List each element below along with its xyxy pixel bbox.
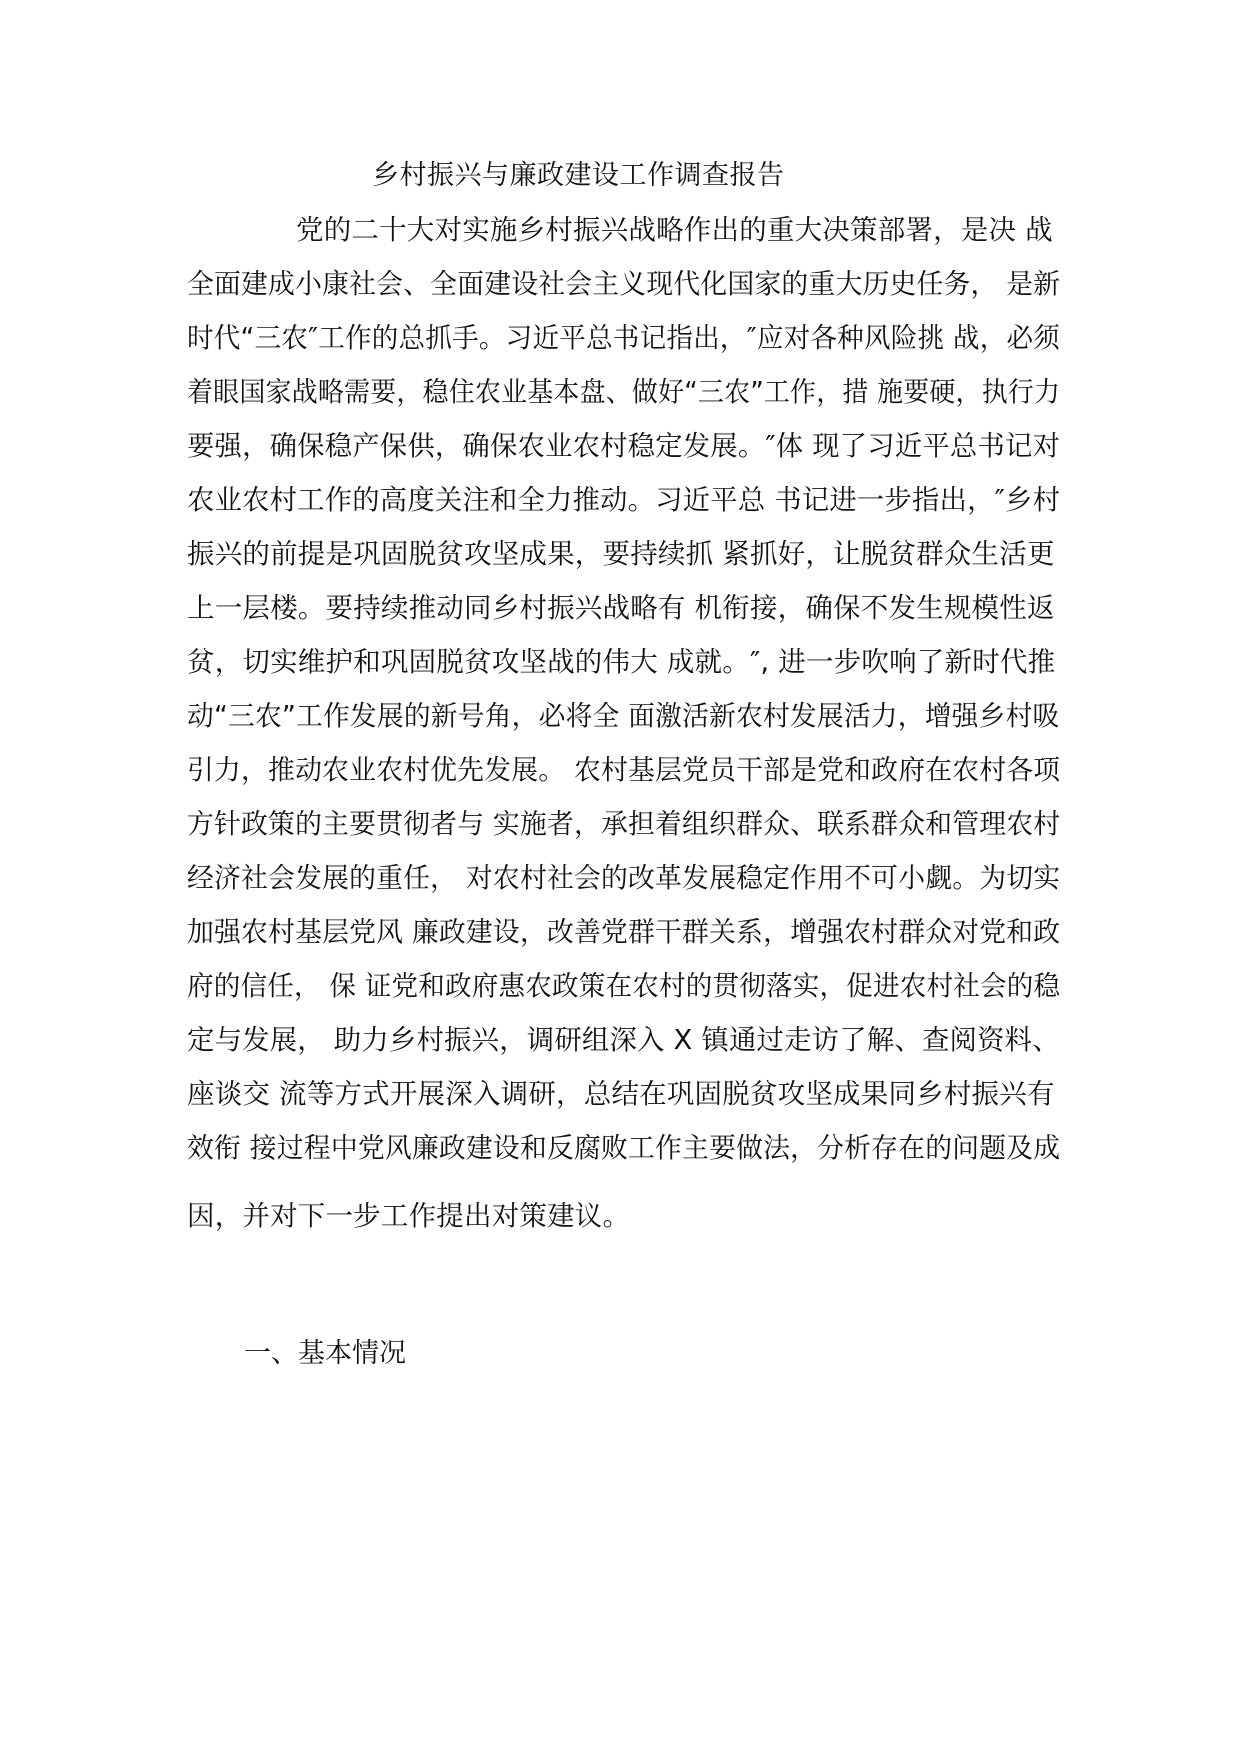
paragraph-line: 因，并对下一步工作提出对策建议。 xyxy=(187,1200,631,1232)
paragraph-line: 座谈交 流等方式开展深入调研，总结在巩固脱贫攻坚成果同乡村振兴有 xyxy=(187,1078,1055,1110)
paragraph-line: 引力，推动农业农村优先发展。 农村基层党员干部是党和政府在农村各项 xyxy=(187,754,1061,786)
paragraph-line: 定与发展， 助力乡村振兴，调研组深入 X 镇通过走访了解、查阅资料、 xyxy=(187,1024,1060,1056)
paragraph-line: 动“三农”工作发展的新号角，必将全 面激活新农村发展活力，增强乡村吸 xyxy=(187,700,1060,732)
paragraph-line: 上一层楼。要持续推动同乡村振兴战略有 机衔接，确保不发生规模性返 xyxy=(187,592,1055,624)
paragraph-line: 贫，切实维护和巩固脱贫攻坚战的伟大 成就。″, 进一步吹响了新时代推 xyxy=(187,646,1056,678)
paragraph-line: 效衔 接过程中党风廉政建设和反腐败工作主要做法，分析存在的问题及成 xyxy=(187,1132,1061,1164)
section-heading: 一、基本情况 xyxy=(244,1338,406,1369)
paragraph-line: 加强农村基层党风 廉政建设，改善党群干群关系，增强农村群众对党和政 xyxy=(187,916,1061,948)
paragraph-line: 着眼国家战略需要，稳住农业基本盘、做好“三农”工作，措 施要硬，执行力 xyxy=(187,376,1061,408)
paragraph-line: 要强，确保稳产保供，确保农业农村稳定发展。″体 现了习近平总书记对 xyxy=(187,430,1061,462)
document-title: 乡村振兴与廉政建设工作调查报告 xyxy=(372,160,785,191)
paragraph-line: 府的信任， 保 证党和政府惠农政策在农村的贯彻落实，促进农村社会的稳 xyxy=(187,970,1061,1002)
paragraph-line: 农业农村工作的高度关注和全力推动。习近平总 书记进一步指出，″乡村 xyxy=(187,484,1061,516)
paragraph-line: 振兴的前提是巩固脱贫攻坚成果，要持续抓 紧抓好，让脱贫群众生活更 xyxy=(187,538,1055,570)
paragraph-line: 全面建成小康社会、全面建设社会主义现代化国家的重大历史任务， 是新 xyxy=(187,268,1061,300)
paragraph-line: 方针政策的主要贯彻者与 实施者，承担着组织群众、联系群众和管理农村 xyxy=(187,808,1061,840)
paragraph-line: 党的二十大对实施乡村振兴战略作出的重大决策部署，是决 战 xyxy=(296,214,1053,246)
paragraph-line: 时代“三农″工作的总抓手。习近平总书记指出，″应对各种风险挑 战，必须 xyxy=(187,322,1061,354)
paragraph-line: 经济社会发展的重任， 对农村社会的改革发展稳定作用不可小觑。为切实 xyxy=(187,862,1061,894)
